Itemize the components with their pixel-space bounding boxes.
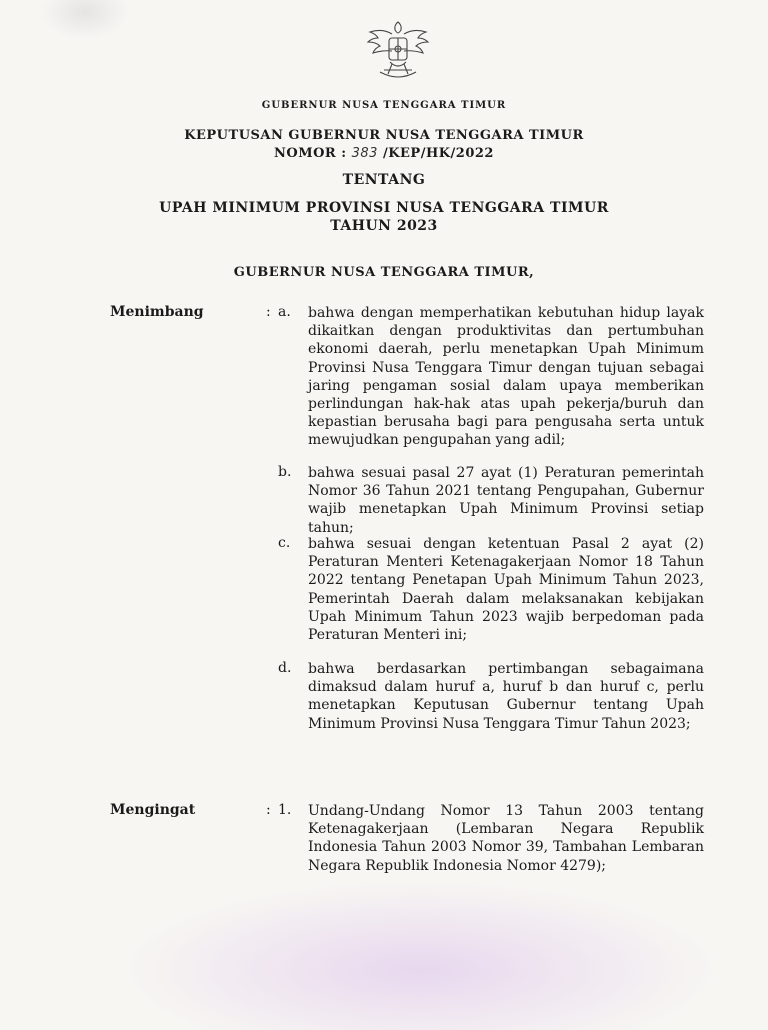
menimbang-label: Menimbang [110,304,204,320]
item-text: bahwa sesuai pasal 27 ayat (1) Peraturan pemerintah Nomor 36 Tahun 2021 tentang Pengupahan, Gubernur wajib menetapkan Upah Minimum Provinsi setiap tahun; [308,465,704,536]
mengingat-label: Mengingat [110,802,196,818]
item-marker: d. [278,660,292,676]
menimbang-colon: : [266,304,271,320]
item-text: bahwa dengan memperhatikan kebutuhan hidup layak dikaitkan dengan produktivitas dan pertumbuhan ekonomi daerah, perlu menetapkan Upah Minimum Provinsi Nusa Tenggara Timur dengan tujuan sebagai jaring pengaman sosial dalam upaya memberikan perlindungan hak-hak atas upah pekerja/buruh dan kepastian berusaha bagi para pengusaha serta untuk mewujudkan pengupahan yang adil; [308,305,704,449]
number-value: 383 [351,146,378,161]
scan-smudge [120,880,720,1030]
subject-line-2: TAHUN 2023 [330,218,438,234]
garuda-emblem-icon [362,14,434,86]
item-marker: 1. [278,802,292,818]
item-text: bahwa sesuai dengan ketentuan Pasal 2 ayat (2) Peraturan Menteri Ketenagakerjaan Nomor 18 Tahun 2022 tentang Penetapan Upah Minimum Tahun 2023, Pemerintah Daerah dalam melaksanakan kebijakan Upah Minimum Tahun 2023 wajib berpedoman pada Peraturan Menteri ini; [308,536,704,644]
item-marker: a. [278,304,291,320]
scan-smudge [40,0,130,40]
decree-number [0,146,768,161]
governor-line: GUBERNUR NUSA TENGGARA TIMUR [261,100,507,111]
number-label: NOMOR : [274,146,347,161]
subject-line-1: UPAH MINIMUM PROVINSI NUSA TENGGARA TIMUR [159,200,609,216]
decree-title: KEPUTUSAN GUBERNUR NUSA TENGGARA TIMUR [184,128,584,143]
about-heading: TENTANG [342,172,426,188]
mengingat-colon: : [266,802,271,818]
governor-intro: GUBERNUR NUSA TENGGARA TIMUR, [233,265,535,280]
item-text: Undang-Undang Nomor 13 Tahun 2003 tentang Ketenagakerjaan (Lembaran Negara Republik Indonesia Tahun 2003 Nomor 39, Tambahan Lembaran Negara Republik Indonesia Nomor 4279); [308,803,704,874]
number-suffix: /KEP/HK/2022 [382,146,494,161]
item-text: bahwa berdasarkan pertimbangan sebagaimana dimaksud dalam huruf a, huruf b dan huruf c, perlu menetapkan Keputusan Gubernur tentang Upah Minimum Provinsi Nusa Tenggara Timur Tahun 2023; [308,661,704,732]
item-marker: b. [278,464,292,480]
item-marker: c. [278,535,291,551]
